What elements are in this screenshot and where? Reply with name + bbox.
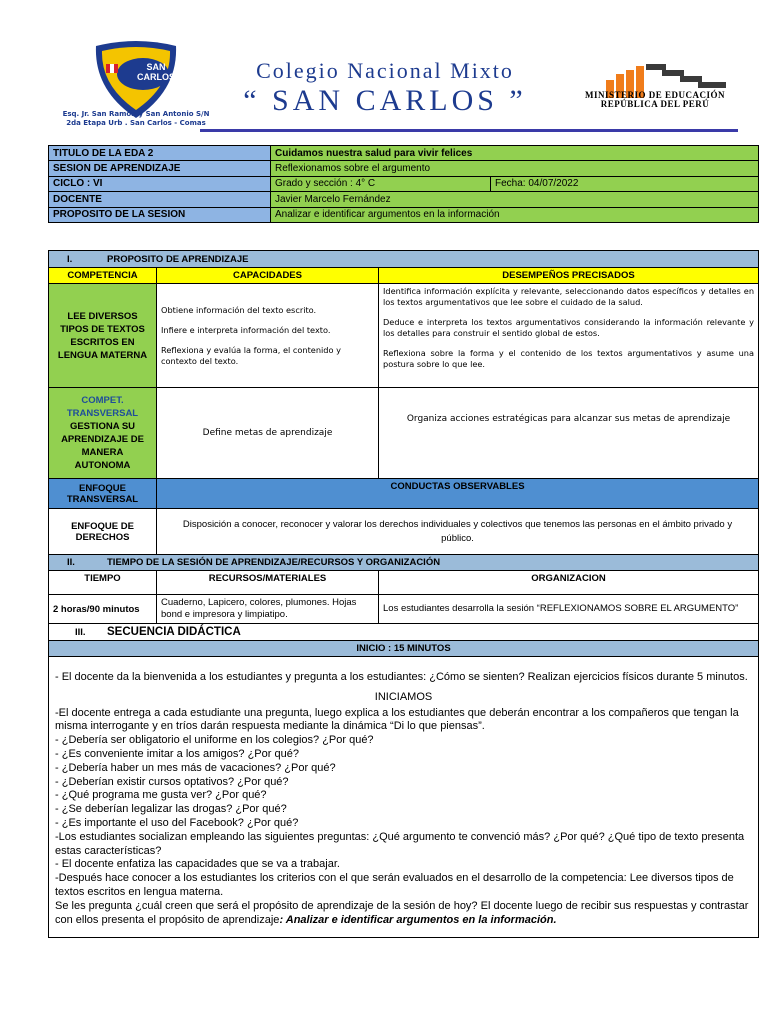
tiempo-value: 2 horas/90 minutos (49, 595, 157, 624)
question-item: - ¿Se deberían legalizar las drogas? ¿Por qué? (55, 803, 287, 816)
section-number: I. (67, 253, 73, 265)
sequence-paragraph: -Después hace conocer a los estudiantes los criterios con el que serán evaluados en el desarrollo de la competencia: Lee diversos tipos de textos escritos en lengua materna. (55, 872, 734, 898)
enfoque-text: Disposición a conocer, reconocer y valorar los derechos individuales y colectivos que tenemos las personas en el ámbito privado y público. (157, 509, 759, 555)
section-2-header (49, 555, 759, 571)
competencia-cell: LEE DIVERSOS TIPOS DE TEXTOS ESCRITOS EN LENGUA MATERNA (49, 284, 157, 388)
question-item: - ¿Deberían existir cursos optativos? ¿Por qué? (55, 775, 289, 788)
address-line: Esq. Jr. San Ramón y San Antonio S/N (62, 110, 210, 118)
eda-value: Cuidamos nuestra salud para vivir felices (271, 146, 759, 161)
inicio-header: INICIO : 15 MINUTOS (49, 641, 759, 657)
table-row (49, 595, 759, 624)
logo-text: SAN CARLOS (137, 62, 175, 82)
grade-value: Grado y sección : 4° C (271, 176, 491, 191)
table-row (49, 624, 759, 641)
ministry-line: MINISTERIO DE EDUCACIÓN (584, 90, 726, 100)
transversal-performance-cell: Organiza acciones estratégicas para alcanzar sus metas de aprendizaje (379, 388, 759, 479)
table-row (49, 388, 759, 479)
desempeno-item: Identifica información explícita y relevante, seleccionando datos específicos y detalles en los textos argumentativos que lee sobre el cuidado de la salud. (383, 286, 755, 307)
header-divider (200, 129, 738, 132)
sequence-paragraph: -Los estudiantes socializan empleando las siguientes preguntas: ¿Qué argumento te convenció más? ¿Por qué? ¿Qué tipo de texto presenta estas características? (55, 830, 745, 857)
section-number: III. (75, 627, 86, 638)
col-header-desempenos: DESEMPEÑOS PRECISADOS (379, 268, 759, 284)
session-label: SESION DE APRENDIZAJE (49, 161, 271, 176)
section-number: II. (67, 557, 75, 568)
recursos-value: Cuaderno, Lapicero, colores, plumones. Hojas bond e impresora y limpiatipo. (157, 595, 379, 624)
sequence-paragraph: - El docente enfatiza las capacidades que se va a trabajar. (55, 858, 340, 871)
transversal-competence-cell (49, 388, 157, 479)
question-item: - ¿Es conveniente imitar a los amigos? ¿Por qué? (55, 747, 299, 760)
enfoque-header: ENFOQUE TRANSVERSAL (49, 479, 157, 509)
desempenos-cell (379, 284, 759, 388)
conductas-header: CONDUCTAS OBSERVABLES (157, 479, 759, 509)
table-row (49, 176, 759, 191)
teacher-value: Javier Marcelo Fernández (271, 192, 759, 207)
date-value: Fecha: 04/07/2022 (491, 176, 759, 191)
col-header-competencia: COMPETENCIA (49, 268, 157, 284)
desempeno-item: Deduce e interpreta los textos argumentativos considerando la información relevante y los detalles para construir el sentido global de estos. (383, 317, 755, 338)
purpose-label: PROPOSITO DE LA SESION (49, 207, 271, 222)
session-value: Reflexionamos sobre el argumento (271, 161, 759, 176)
section-title: PROPOSITO DE APRENDIZAJE (107, 253, 249, 265)
teacher-label: DOCENTE (49, 192, 271, 207)
table-row (49, 641, 759, 657)
question-item: - ¿Qué programa me gusta ver? ¿Por qué? (55, 789, 267, 802)
table-row (49, 657, 759, 938)
organizacion-value: Los estudiantes desarrolla la sesión “REFLEXIONAMOS SOBRE EL ARGUMENTO” (379, 595, 759, 624)
section-1-header (49, 251, 759, 268)
transversal-capacity-cell: Define metas de aprendizaje (157, 388, 379, 479)
table-row (49, 571, 759, 595)
school-name: “ SAN CARLOS ” (243, 84, 527, 117)
eda-label: TITULO DE LA EDA 2 (49, 146, 271, 161)
ministry-name (565, 91, 745, 109)
table-row (49, 284, 759, 388)
sequence-body (49, 657, 759, 938)
transversal-name: GESTIONA SU APRENDIZAJE DE MANERA AUTONOMA (61, 421, 144, 471)
closing-purpose: : Analizar e identificar argumentos en la información. (279, 913, 557, 926)
desempeno-item: Reflexiona sobre la forma y el contenido de los textos argumentativos y asume una postura sobre lo que lee. (383, 348, 755, 369)
closing-text: Se les pregunta ¿cuál creen que será el propósito de aprendizaje de la sesión de hoy? El docente luego de recibir sus respuestas y contrastar con ellos presenta el propósito de aprendizaje (55, 899, 749, 926)
ministry-line: REPÚBLICA DEL PERÚ (600, 99, 710, 109)
sequence-paragraph: -El docente entrega a cada estudiante una pregunta, luego explica a los estudiantes que deberán encontrar a los compañeros que tengan la misma interrogante y en tríos darán respuesta mediante la dinámica “Di lo que piensas”. (55, 706, 739, 733)
closing-paragraph (55, 900, 752, 928)
question-item: - ¿Debería ser obligatorio el uniforme en los colegios? ¿Por qué? (55, 734, 374, 747)
transversal-title: COMPET. TRANSVERSAL (66, 395, 139, 419)
capacidad-item: Infiere e interpreta información del texto. (161, 324, 331, 335)
col-header-tiempo: TIEMPO (49, 571, 157, 595)
table-row (49, 555, 759, 571)
capacidades-cell (157, 284, 379, 388)
table-row (49, 192, 759, 207)
document-header (0, 0, 768, 140)
capacidad-item: Reflexiona y evalúa la forma, el contenido y contexto del texto. (161, 344, 341, 366)
table-row (49, 146, 759, 161)
col-header-organizacion: ORGANIZACION (379, 571, 759, 595)
learning-session-table (48, 250, 759, 938)
school-address (56, 110, 216, 128)
col-header-recursos: RECURSOS/MATERIALES (157, 571, 379, 595)
table-row (49, 251, 759, 268)
table-row (49, 207, 759, 222)
session-info-table (48, 145, 759, 223)
enfoque-name: ENFOQUE DE DERECHOS (49, 509, 157, 555)
col-header-capacidades: CAPACIDADES (157, 268, 379, 284)
table-row (49, 509, 759, 555)
table-row (49, 161, 759, 176)
school-type: Colegio Nacional Mixto (256, 58, 514, 83)
table-row (49, 479, 759, 509)
section-title: SECUENCIA DIDÁCTICA (107, 626, 241, 638)
purpose-value: Analizar e identificar argumentos en la información (271, 207, 759, 222)
section-title: TIEMPO DE LA SESIÓN DE APRENDIZAJE/RECURSOS Y ORGANIZACIÓN (107, 557, 441, 568)
cycle-label: CICLO : VI (49, 176, 271, 191)
sequence-subtitle: INICIAMOS (374, 690, 433, 703)
sequence-paragraph: - El docente da la bienvenida a los estudiantes y pregunta a los estudiantes: ¿Cómo se sienten? Realizan ejercicios físicos durante 5 minutos. (55, 671, 748, 683)
address-line: 2da Etapa Urb . San Carlos - Comas (66, 119, 206, 127)
question-item: - ¿Es importante el uso del Facebook? ¿Por qué? (55, 816, 299, 829)
section-3-header (49, 624, 759, 641)
capacidad-item: Obtiene información del texto escrito. (161, 304, 317, 315)
question-item: - ¿Debería haber un mes más de vacaciones? ¿Por qué? (55, 761, 336, 774)
table-row (49, 268, 759, 284)
